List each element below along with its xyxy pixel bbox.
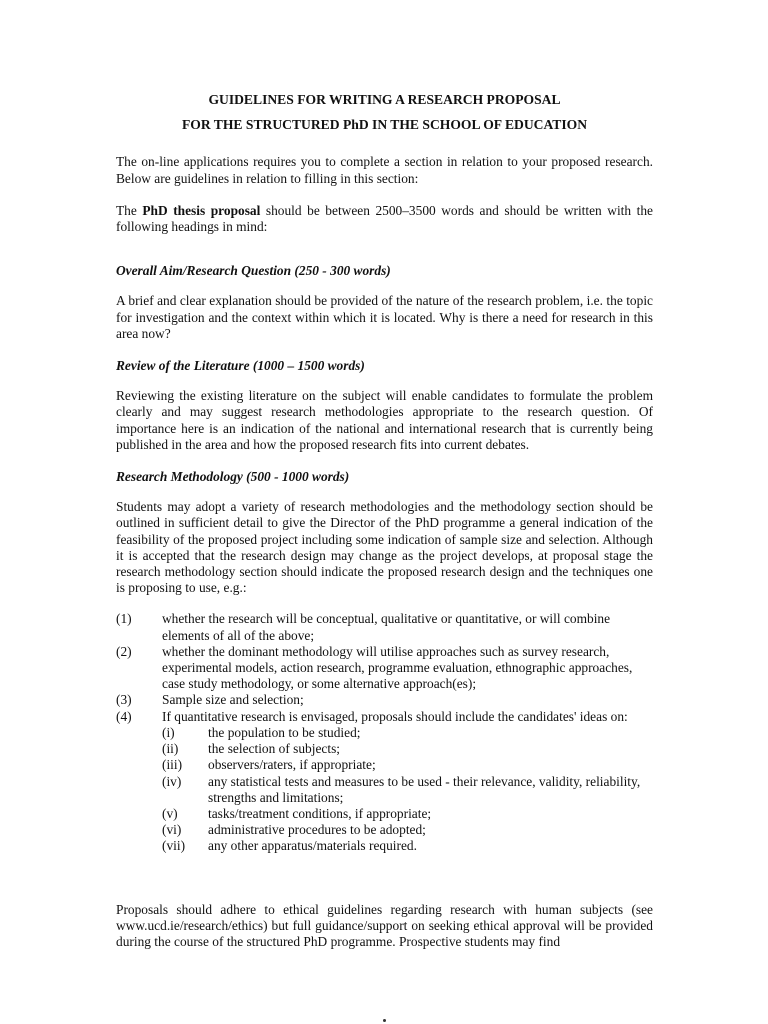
list-item [116,611,653,643]
sublist-item-number: (v) [162,805,178,821]
sublist-item-text: administrative procedures to be adopted; [208,822,426,838]
title-line-1: GUIDELINES FOR WRITING A RESEARCH PROPOSAL [208,92,561,107]
sublist-item [162,806,653,822]
thesis-bold: PhD thesis proposal [142,202,261,218]
list-item [116,709,653,855]
thesis-paragraph [116,203,653,235]
section-body-methodology: Students may adopt a variety of research methodologies and the methodology section should be outlined in sufficient detail to give the Director of the PhD programme a general indication of the feasibility of the proposed project including some indication of sample size and selection. Although it is accepted that the research design may change as the project develops, at proposal stage the research methodology section should indicate the proposed research design and the techniques one is proposing to use, e.g.: [116,499,653,596]
section-heading-literature: Review of the Literature (1000 – 1500 words) [116,358,365,374]
intro-paragraph: The on-line applications requires you to complete a section in relation to your proposed research. Below are guidelines in relation to filling in this section: [116,154,653,186]
sublist-item-text: any statistical tests and measures to be used - their relevance, validity, reliability, strengths and limitations; [208,773,641,805]
page-footer-dot [383,1019,386,1022]
sublist-item [162,757,653,773]
list-item-text: Sample size and selection; [162,692,304,708]
sublist-item-number: (vi) [162,822,182,838]
title-line-2: FOR THE STRUCTURED PhD IN THE SCHOOL OF EDUCATION [181,117,588,133]
sublist-item [162,741,653,757]
sublist-item-text: the selection of subjects; [208,741,341,757]
thesis-suffix: should be between 2500–3500 words and should be written with the following headings in mind: [116,202,653,235]
list-item-number: (1) [116,611,132,627]
sublist-item-number: (i) [162,724,175,740]
sublist-item [162,838,653,854]
sublist-item-text: observers/raters, if appropriate; [208,757,376,773]
list-item-text: whether the dominant methodology will utilise approaches such as survey research, experimental models, action research, programme evaluation, ethnographic approaches, case study methodology, or some alternative approach(es); [162,643,633,692]
section-body-aim: A brief and clear explanation should be provided of the nature of the research problem, i.e. the topic for investigation and the context within which it is located. Why is there a need for research in this area now? [116,293,653,341]
section-heading-aim: Overall Aim/Research Question (250 - 300 words) [116,263,391,279]
thesis-prefix: The [116,202,143,218]
sublist-item-number: (ii) [162,741,179,757]
closing-paragraph: Proposals should adhere to ethical guidelines regarding research with human subjects (see www.ucd.ie/research/ethics) but full guidance/support on seeking ethical approval will be provided during the course of the structured PhD programme. Prospective students may find [116,901,653,949]
list-item [116,644,653,693]
list-item-number: (3) [116,692,132,708]
list-item-text: If quantitative research is envisaged, proposals should include the candidates' ideas on: [162,708,628,724]
list-item-content [162,709,653,855]
sublist-item [162,822,653,838]
section-heading-methodology: Research Methodology (500 - 1000 words) [116,469,350,485]
list-item [116,692,653,708]
sublist-item-number: (iv) [162,773,182,789]
sublist-item-number: (vii) [162,838,186,854]
list-item-text: whether the research will be conceptual, qualitative or quantitative, or will combine elements of all of the above; [162,611,611,643]
section-body-literature: Reviewing the existing literature on the subject will enable candidates to formulate the problem clearly and may suggest research methodologies appropriate to the research question. Of importance here is an indication of the national and international research that is currently being published in the area and how the proposed research fits into current debates. [116,388,653,452]
sublist-item-text: the population to be studied; [208,724,361,740]
methodology-list [116,611,653,854]
sublist-item-number: (iii) [162,757,183,773]
sublist-item-text: tasks/treatment conditions, if appropriate; [208,805,432,821]
sublist-item [162,774,653,806]
sublist-item-text: any other apparatus/materials required. [208,838,417,854]
document-body [116,92,653,950]
sublist-item [162,725,653,741]
list-item-number: (2) [116,643,132,659]
list-item-number: (4) [116,708,132,724]
